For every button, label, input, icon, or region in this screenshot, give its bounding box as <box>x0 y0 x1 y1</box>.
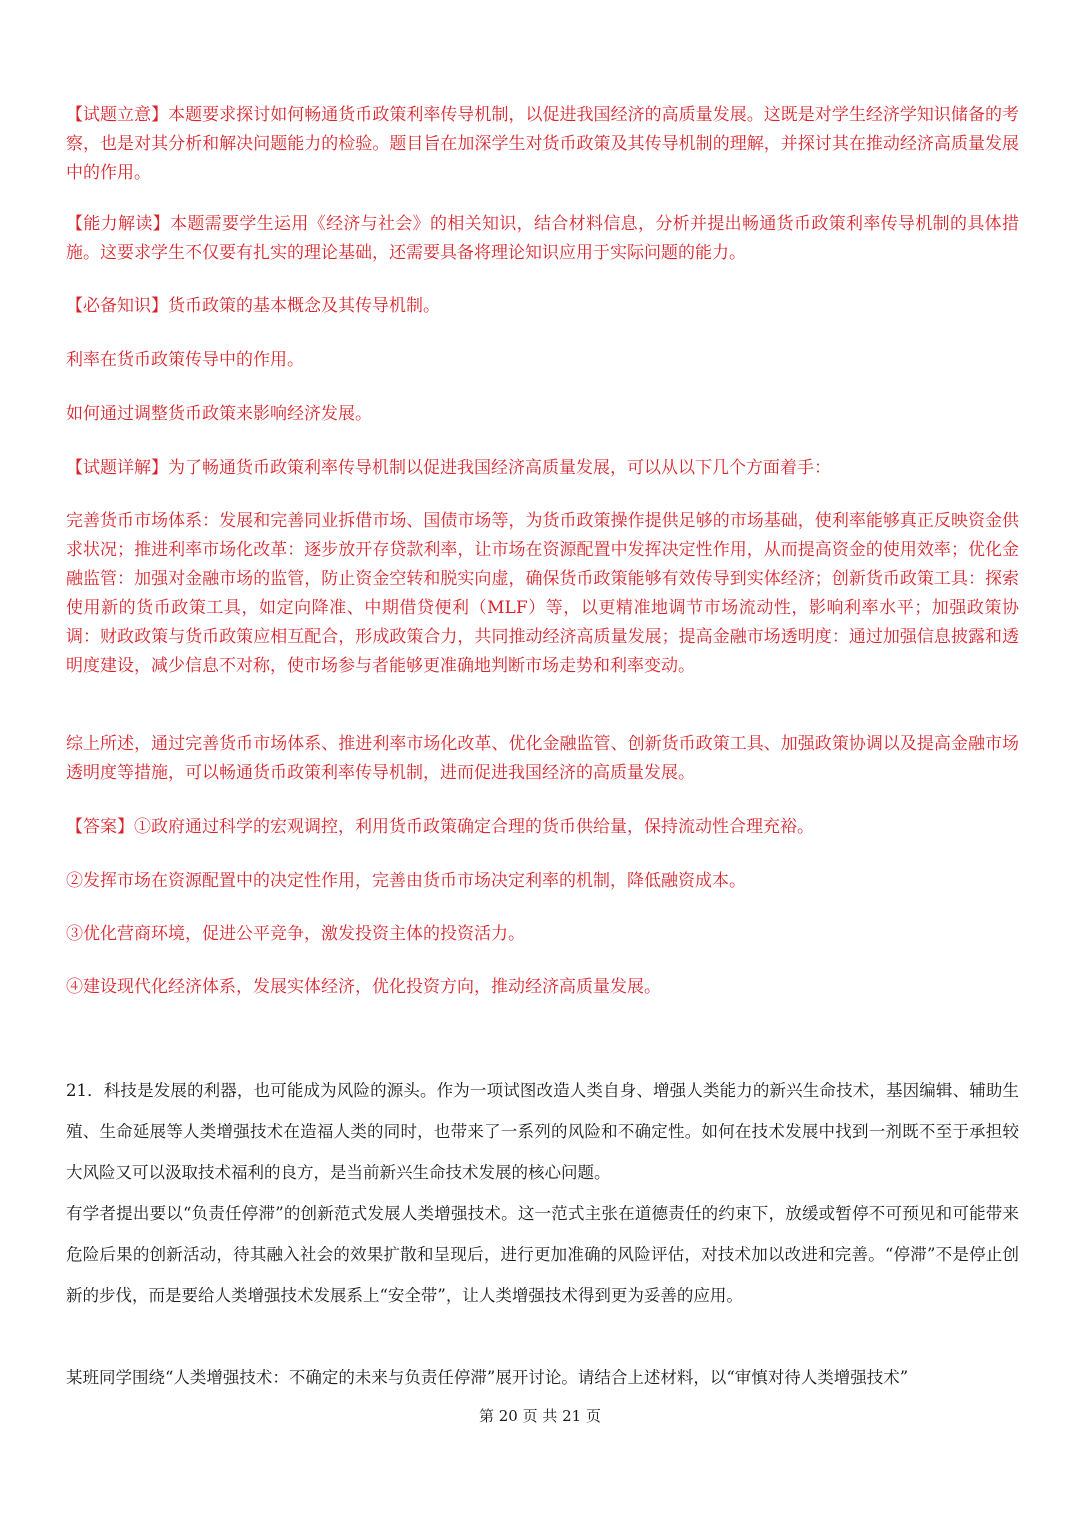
detail-intro-paragraph: 【试题详解】为了畅通货币政策利率传导机制以促进我国经济高质量发展，可以从以下几个方面着手： <box>66 458 831 478</box>
answer-item-1: 【答案】①政府通过科学的宏观调控，利用货币政策确定合理的货币供给量，保持流动性合理充裕。 <box>66 817 814 837</box>
question-21-paragraph-2: 有学者提出要以“负责任停滞”的创新范式发展人类增强技术。这一范式主张在道德责任的约束下，放缓或暂停不可预见和可能带来危险后果的创新活动，待其融入社会的效果扩散和呈现后，进行更加准确的风险评估，对技术加以改进和完善。“停滞”不是停止创新的步伐，而是要给人类增强技术发展系上“安全带”，让人类增强技术得到更为妥善的应用。 <box>66 1204 1019 1305</box>
question-21-paragraph-3: 某班同学围绕“人类增强技术：不确定的未来与负责任停滞”展开讨论。请结合上述材料，以“审慎对待人类增强技术” <box>66 1368 909 1387</box>
answer-item-3: ③优化营商环境，促进公平竞争，激发投资主体的投资活力。 <box>66 924 525 944</box>
knowledge-paragraph-3: 如何通过调整货币政策来影响经济发展。 <box>66 404 372 424</box>
ability-paragraph: 【能力解读】本题需要学生运用《经济与社会》的相关知识，结合材料信息，分析并提出畅通货币政策利率传导机制的具体措施。这要求学生不仅要有扎实的理论基础，还需要具备将理论知识应用于实际问题的能力。 <box>66 214 1019 263</box>
knowledge-paragraph-2: 利率在货币政策传导中的作用。 <box>66 350 304 370</box>
answer-item-2: ②发挥市场在资源配置中的决定性作用，完善由货币市场决定利率的机制，降低融资成本。 <box>66 871 746 891</box>
answer-item-4: ④建设现代化经济体系，发展实体经济，优化投资方向，推动经济高质量发展。 <box>66 977 661 997</box>
page-number-footer: 第 20 页 共 21 页 <box>478 1407 601 1425</box>
intent-paragraph: 【试题立意】本题要求探讨如何畅通货币政策利率传导机制，以促进我国经济的高质量发展。这既是对学生经济学知识储备的考察，也是对其分析和解决问题能力的检验。题目旨在加深学生对货币政策及其传导机制的理解，并探讨其在推动经济高质量发展中的作用。 <box>66 105 1019 183</box>
detail-body-paragraph: 完善货币市场体系：发展和完善同业拆借市场、国债市场等，为货币政策操作提供足够的市场基础，使利率能够真正反映资金供求状况；推进利率市场化改革：逐步放开存贷款利率，让市场在资源配置中发挥决定性作用，从而提高资金的使用效率；优化金融监管：加强对金融市场的监管，防止资金空转和脱实向虚，确保货币政策能够有效传导到实体经济；创新货币政策工具：探索使用新的货币政策工具，如定向降准、中期借贷便利（MLF）等，以更精准地调节市场流动性，影响利率水平；加强政策协调：财政政策与货币政策应相互配合，形成政策合力，共同推动经济高质量发展；提高金融市场透明度：通过加强信息披露和透明度建设，减少信息不对称，使市场参与者能够更准确地判断市场走势和利率变动。 <box>66 511 1019 676</box>
summary-paragraph: 综上所述，通过完善货币市场体系、推进利率市场化改革、优化金融监管、创新货币政策工具、加强政策协调以及提高金融市场透明度等措施，可以畅通货币政策利率传导机制，进而促进我国经济的高质量发展。 <box>66 734 1019 783</box>
question-21-paragraph-1: 21．科技是发展的利器，也可能成为风险的源头。作为一项试图改造人类自身、增强人类能力的新兴生命技术，基因编辑、辅助生殖、生命延展等人类增强技术在造福人类的同时，也带来了一系列的风险和不确定性。如何在技术发展中找到一剂既不至于承担较大风险又可以汲取技术福利的良方，是当前新兴生命技术发展的核心问题。 <box>66 1081 1019 1182</box>
knowledge-paragraph-1: 【必备知识】货币政策的基本概念及其传导机制。 <box>66 296 440 316</box>
